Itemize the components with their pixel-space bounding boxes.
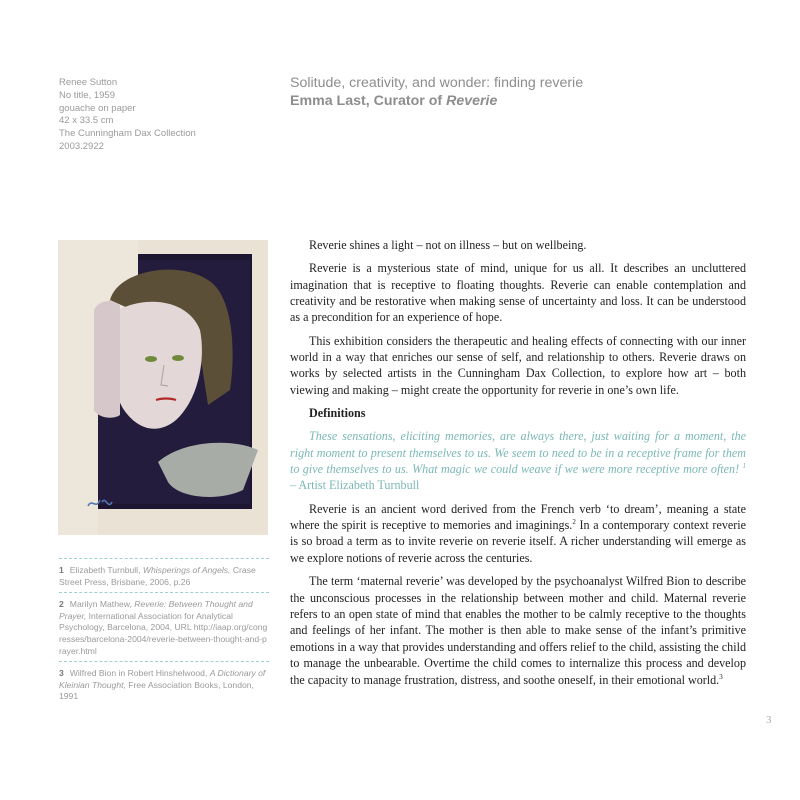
footnote-3: 3 Wilfred Bion in Robert Hinshelwood, A Dictionary of Kleinian Thought, Free Association Books, London, 1991: [59, 661, 269, 707]
article-body: [290, 237, 746, 695]
portrait-painting: [58, 240, 268, 535]
footnote-2: 2 Marilyn Mathew, Reverie: Between Thought and Prayer, International Association for Analytical Psychology, Barcelona, 2004, URL http://iaap.org/congresses/barcelona-2004/reverie-between-thought-and-prayer.html: [59, 592, 269, 661]
article-subtitle: Solitude, creativity, and wonder: finding reverie: [290, 75, 584, 91]
page-number: 3: [766, 714, 772, 726]
artwork-title: No title, 1959: [59, 89, 115, 101]
paragraph-3: This exhibition considers the therapeutic and healing effects of connecting with our inner world in a way that enriches our sense of self, and relationship to others. Reverie draws on works by selected artists in the Cunningham Dax Collection, to explore how art – both viewing and making – might create the opportunity for reverie in one’s own life.: [290, 333, 746, 397]
artwork-accession: 2003.2922: [59, 140, 104, 152]
footnote-url[interactable]: URL http://iaap.org/congresses/barcelona-2004/reverie-between-thought-and-prayer.html: [59, 622, 268, 656]
article-author: Emma Last, Curator of Reverie: [290, 93, 498, 109]
article-header: [290, 74, 750, 110]
artwork-caption: [59, 77, 249, 154]
footnote-1: 1 Elizabeth Turnbull, Whisperings of Angels, Crase Street Press, Brisbane, 2006, p.26: [59, 558, 269, 592]
paragraph-4: Reverie is an ancient word derived from the French verb ‘to dream’, meaning a state where the spirit is receptive to memories and imaginings.$^2$ In a contemporary context reverie is so broad a term as to invite reverie on reverie itself. A richer understanding will emerge as we explore notions of reverie across the centuries.: [290, 501, 746, 565]
turnbull-quote: These sensations, eliciting memories, are always there, just waiting for a moment, the right moment to present themselves to us. We seem to need to be in a receptive frame for them to give themselves to us. What magic we could weave if we were more receptive more often! $^1$ – Artist Elizabeth Turnbull: [290, 429, 746, 493]
artwork-dimensions: 42 x 33.5 cm: [59, 115, 114, 127]
footnotes: [59, 558, 269, 707]
definitions-heading: Definitions: [309, 406, 366, 421]
artwork-collection: The Cunningham Dax Collection: [59, 128, 196, 140]
paragraph-1: Reverie shines a light – not on illness – but on wellbeing.: [309, 238, 587, 252]
artwork-medium: gouache on paper: [59, 102, 136, 114]
paragraph-2: Reverie is a mysterious state of mind, unique for us all. It describes an uncluttered imagination that is receptive to floating thoughts. Reverie can enable contemplation and creativity and be restorative when making sense of uncertainty and loss. It can be understood as a precondition for an experience of hope.: [290, 261, 746, 325]
portrait-painting-icon: [58, 240, 268, 535]
paragraph-5: The term ‘maternal reverie’ was developed by the psychoanalyst Wilfred Bion to describe the unconscious processes in the relationship between mother and child. Maternal reverie refers to an open state of mind that enables the mother to be calmly receptive to the thoughts and feelings of her infant. The mother is then able to make sense of the infant’s primitive emotions in a way that provides understanding and offers relief to the child, assisting the child to manage the unbearable. Overtime the child comes to internalize this process and develop the capacity to manage frustration, distress, and soothe oneself, in their emotional world.$^3$: [290, 574, 746, 687]
artist-name: Renee Sutton: [59, 77, 118, 88]
